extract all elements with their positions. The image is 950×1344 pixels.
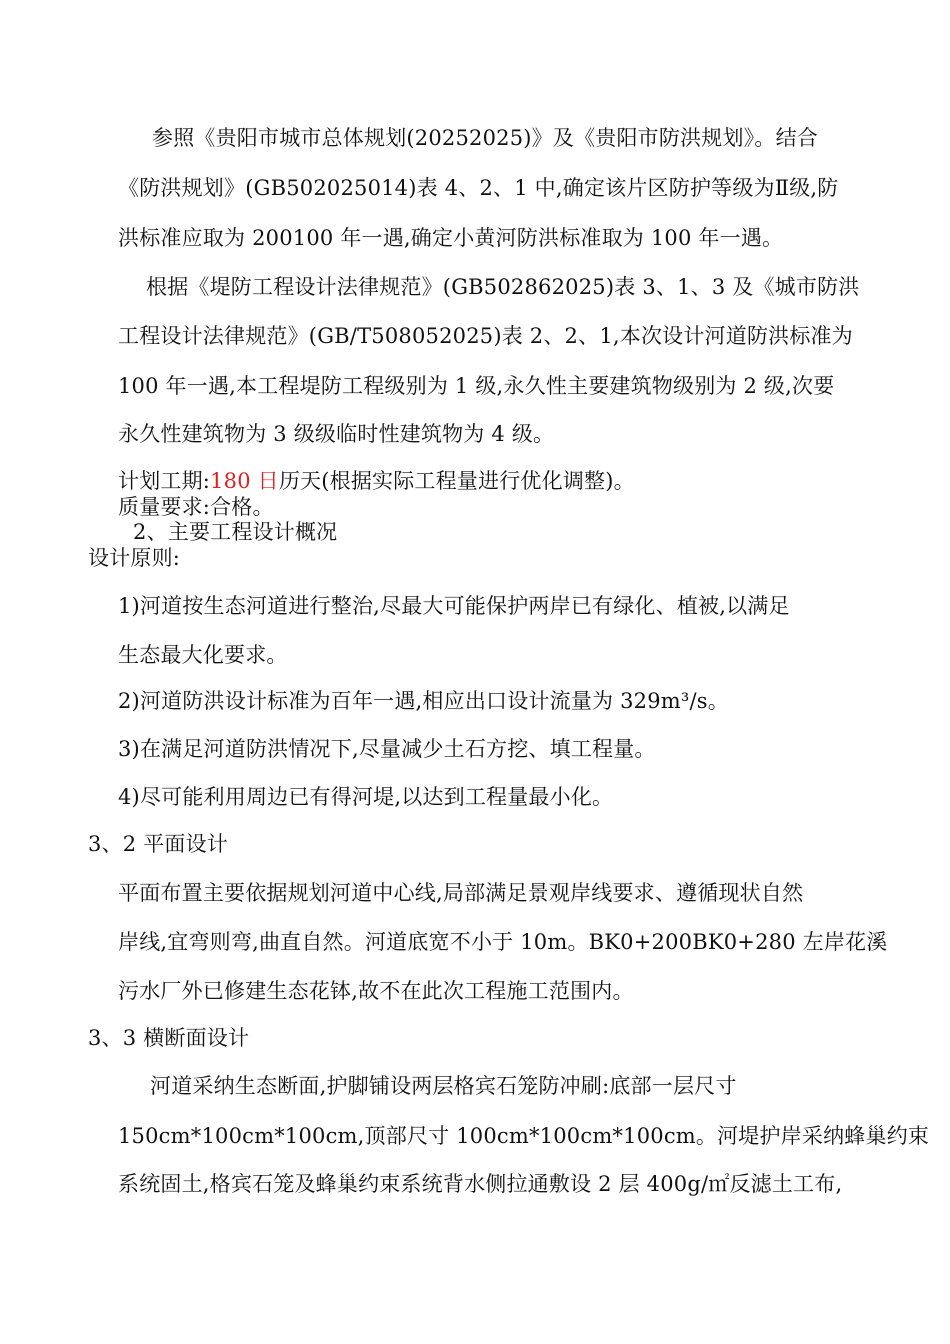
section32-line3: 污水厂外已修建生态花钵,故不在此次工程施工范围内。 <box>118 979 634 1003</box>
principle-4: 4)尽可能利用周边已有得河堤,以达到工程量最小化。 <box>118 785 614 809</box>
schedule-duration: 180 日 <box>210 469 279 493</box>
para1-line3: 洪标准应取为 200100 年一遇,确定小黄河防洪标准取为 100 年一遇。 <box>118 226 784 250</box>
para2-line2: 工程设计法律规范》(GB/T508052025)表 2、2、1,本次设计河道防洪标准为 <box>118 324 853 348</box>
principles-heading: 设计原则: <box>88 546 181 570</box>
schedule-label: 计划工期: <box>118 469 211 493</box>
section32-line2: 岸线,宜弯则弯,曲直自然。河道底宽不小于 10m。BK0+200BK0+280 左岸花溪 <box>118 930 888 954</box>
schedule-line <box>118 468 635 494</box>
para1-line2: 《防洪规划》(GB502025014)表 4、2、1 中,确定该片区防护等级为Ⅱ级,防 <box>118 176 839 200</box>
para2-line1: 根据《堤防工程设计法律规范》(GB502862025)表 3、1、3 及《城市防洪 <box>146 275 860 299</box>
section33-line1: 河道采纳生态断面,护脚铺设两层格宾石笼防冲刷:底部一层尺寸 <box>150 1074 737 1098</box>
principle-1-line2: 生态最大化要求。 <box>118 643 288 667</box>
principle-1-line1: 1)河道按生态河道进行整治,尽最大可能保护两岸已有绿化、植被,以满足 <box>118 594 790 618</box>
principle-3: 3)在满足河道防洪情况下,尽量减少土石方挖、填工程量。 <box>118 737 656 761</box>
quality-line: 质量要求:合格。 <box>118 495 274 519</box>
para2-line4: 永久性建筑物为 3 级级临时性建筑物为 4 级。 <box>118 422 555 446</box>
para2-line3: 100 年一遇,本工程堤防工程级别为 1 级,永久性主要建筑物级别为 2 级,次要 <box>118 374 835 398</box>
section32-line1: 平面布置主要依据规划河道中心线,局部满足景观岸线要求、遵循现状自然 <box>118 881 804 905</box>
section2-heading: 2、主要工程设计概况 <box>133 520 338 544</box>
section32-heading: 3、2 平面设计 <box>88 832 228 856</box>
principle-2: 2)河道防洪设计标准为百年一遇,相应出口设计流量为 329m³/s。 <box>118 689 729 713</box>
para1-line1: 参照《贵阳市城市总体规划(20252025)》及《贵阳市防洪规划》。结合 <box>152 126 818 150</box>
section33-line2: 150cm*100cm*100cm,顶部尺寸 100cm*100cm*100cm。河堤护岸采纳蜂巢约束 <box>118 1124 930 1148</box>
section33-line3: 系统固土,格宾石笼及蜂巢约束系统背水侧拉通敷设 2 层 400g/㎡反滤土工布, <box>118 1172 843 1196</box>
section33-heading: 3、3 横断面设计 <box>88 1026 250 1050</box>
schedule-note: 历天(根据实际工程量进行优化调整)。 <box>278 469 635 493</box>
